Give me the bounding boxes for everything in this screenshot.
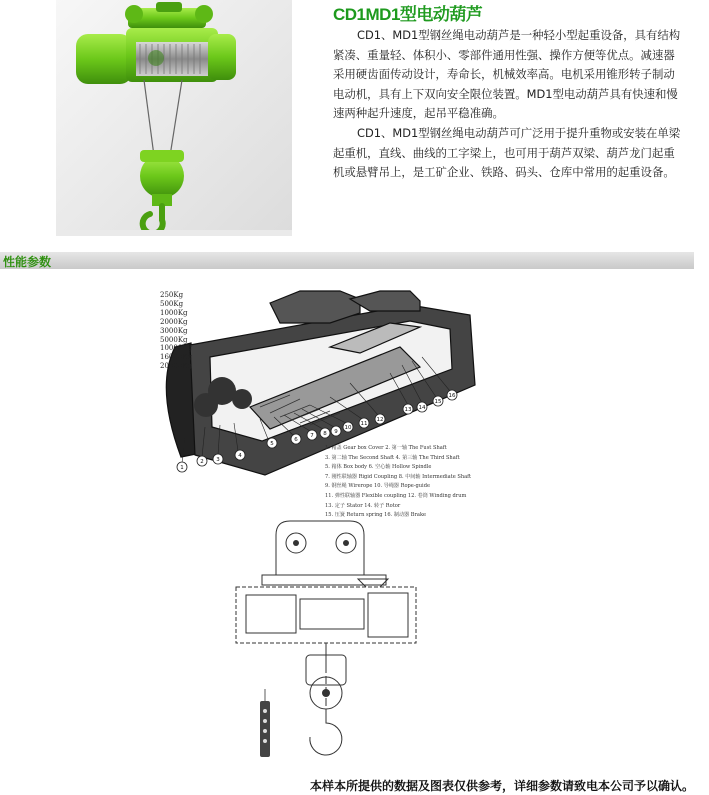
legend-line: 15. 压簧 Return spring 16. 制动器 Brake <box>325 512 427 519</box>
hoist-outline-drawing <box>226 515 426 770</box>
legend-line: 7. 刚性联轴器 Rigid Coupling 8. 中间轴 Intermediate Shaft <box>325 473 472 480</box>
callout-number: 9 <box>334 429 338 435</box>
callout-number: 5 <box>270 441 274 447</box>
callout-number: 12 <box>376 417 384 423</box>
product-title: CD1MD1型电动葫芦 <box>333 5 483 24</box>
capacity-item: 10000Kg <box>160 344 192 353</box>
legend-line: 11. 弹性联轴器 Flexible coupling 12. 卷筒 Winding drum <box>325 492 467 499</box>
capacity-item: 20000Kg <box>160 362 192 371</box>
product-intro <box>333 26 685 183</box>
section-title: 性能参数 <box>3 255 52 269</box>
hoist-product-photo <box>56 0 292 236</box>
intro-paragraph: CD1、MD1型钢丝绳电动葫芦是一种轻小型起重设备，具有结构紧凑、重量轻、体积小、零部件通用性强、操作方便等优点。减速器采用硬齿面传动设计，寿命长，机械效率高。电机采用锥形转子制动电动机，具有上下双向安全限位装置。MD1型电动葫芦具有快速和慢速两种起升速度，起吊平稳准确。 <box>333 28 681 121</box>
capacity-item: 5000Kg <box>160 335 188 344</box>
capacity-item: 250Kg <box>160 291 184 299</box>
callout-number: 15 <box>434 399 442 405</box>
legend-line: 5. 箱体 Box body 6. 空心轴 Hollow Spindle <box>325 464 432 471</box>
parts-legend <box>325 444 471 521</box>
callout-number: 11 <box>360 421 368 427</box>
capacity-item: 2000Kg <box>160 317 188 326</box>
disclaimer-footnote: 本样本所提供的数据及图表仅供参考，详细参数请致电本公司予以确认。 <box>310 779 695 793</box>
callout-number: 1 <box>180 465 184 471</box>
callout-number: 8 <box>323 431 327 437</box>
capacity-item: 3000Kg <box>160 326 188 335</box>
callout-number: 16 <box>448 393 456 399</box>
control-pendant-drawing <box>258 689 272 759</box>
legend-line: 1. 箱盖 Gear box Cover 2. 第一轴 The Fust Shaft <box>325 445 447 451</box>
callout-number: 4 <box>238 453 242 459</box>
callout-number: 10 <box>344 425 352 431</box>
callout-number: 14 <box>418 405 426 411</box>
callout-number: 2 <box>200 459 204 465</box>
callout-number: 6 <box>294 437 298 443</box>
callout-number: 7 <box>310 433 314 439</box>
legend-line: 9. 钢丝绳 Wirerope 10. 导绳器 Rope-guide <box>325 483 430 490</box>
capacity-item: 16000Kg <box>160 353 192 362</box>
callout-number: 13 <box>404 407 412 413</box>
legend-line: 3. 第二轴 The Second Shaft 4. 第三轴 The Third Shaft <box>325 454 460 461</box>
intro-paragraph: CD1、MD1型钢丝绳电动葫芦可广泛用于提升重物或安装在单梁起重机，直线、曲线的工字梁上，也可用于葫芦双梁、葫芦龙门起重机或悬臂吊上，是工矿企业、铁路、码头、仓库中常用的起重设备。 <box>333 125 681 180</box>
section-header-bar <box>0 252 694 269</box>
legend-line: 13. 定子 Stator 14. 转子 Rotor <box>325 502 401 509</box>
capacity-item: 500Kg <box>160 299 184 308</box>
capacity-item: 1000Kg <box>160 308 188 317</box>
callout-number: 3 <box>216 457 220 463</box>
capacity-list <box>160 291 192 371</box>
